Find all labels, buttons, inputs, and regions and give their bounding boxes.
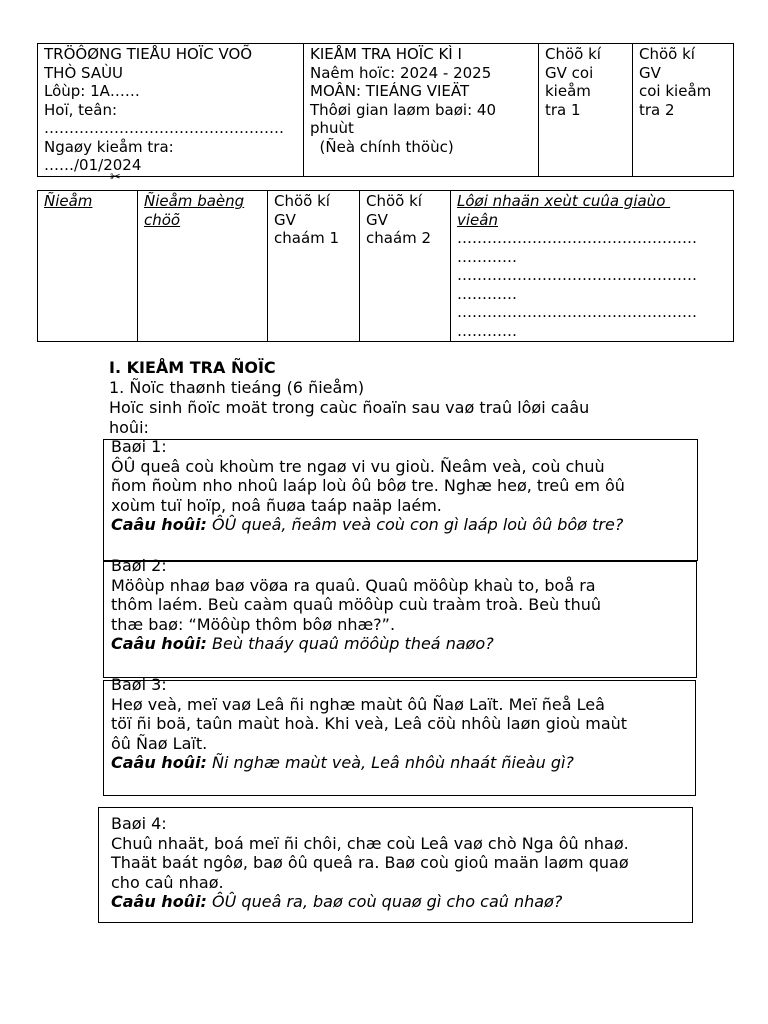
passage-question <box>111 515 697 535</box>
passage-title: Baøi 1: <box>111 437 167 456</box>
question-label: Caâu hoûi: <box>111 515 207 534</box>
comment-dots: ………………………………………… <box>457 266 697 284</box>
subject: MOÂN: TIEÁNG VIEÄT <box>310 82 470 100</box>
passage-line: Thaät baát ngôø, baø ôû queâ ra. Baø coù gioû maän laøm quaø <box>111 853 629 872</box>
duration: Thôøi gian laøm baøi: 40 <box>310 100 496 119</box>
question-text: Beù thaáy quaû möôùp theá naøo? <box>206 634 494 653</box>
grader2-line: chaám 2 <box>366 229 432 247</box>
passage-line: thæ baø: “Möôùp thôm bôø nhæ?”. <box>111 614 396 634</box>
proctor2-signature-cell <box>633 44 734 177</box>
sig1-line: tra 1 <box>545 100 581 119</box>
teacher-comment-cell <box>451 191 734 342</box>
school-info-cell <box>38 44 304 177</box>
school-year: Naêm hoïc: 2024 - 2025 <box>310 63 492 82</box>
score-table <box>37 190 734 342</box>
comment-dots: ………… <box>457 247 517 266</box>
question-label: Caâu hoûi: <box>111 634 207 653</box>
name-label: Hoï, teân: <box>44 100 118 119</box>
grader1-line: Chöõ kí <box>274 192 330 210</box>
question-text: ÔÛ queâ, ñeâm veà coù con gì laáp loù ôû bôø tre? <box>206 515 624 534</box>
comment-dots: ………………………………………… <box>457 229 697 247</box>
section-title: I. KIEÅM TRA ÑOÏC <box>109 358 276 377</box>
comment-dots: ………………………………………… <box>457 303 697 321</box>
passage-box-1 <box>103 439 698 561</box>
passage-question <box>111 753 695 773</box>
official-label: (Ñeà chính thöùc) <box>310 137 454 156</box>
header-table <box>37 43 734 177</box>
passage-question <box>111 892 692 912</box>
passage-title: Baøi 2: <box>111 556 167 575</box>
section-instruction: Hoïc sinh ñoïc moät trong caùc ñoaïn sau vaø traû lôøi caâu <box>109 398 590 417</box>
school-name: TRÖÔØNG TIEÅU HOÏC VOÕ <box>44 45 253 63</box>
grader2-line: GV <box>366 210 388 229</box>
school-name-2: THÒ SAÙU <box>44 63 124 82</box>
grader2-line: Chöõ kí <box>366 192 422 210</box>
score-label: Ñieåm <box>44 192 93 210</box>
score-cell <box>38 191 138 342</box>
section-subtitle: 1. Ñoïc thaønh tieáng (6 ñieåm) <box>109 378 365 397</box>
grader1-line: GV <box>274 210 296 229</box>
passage-box-4 <box>98 807 693 923</box>
sig1-line: kieåm <box>545 82 591 100</box>
comment-dots: ………… <box>457 284 517 303</box>
passage-line: xoùm tuï hoïp, noâ ñuøa taáp naäp laém. <box>111 495 442 515</box>
class-label: Lôùp: 1A…… <box>44 82 140 100</box>
proctor1-signature-cell <box>539 44 633 177</box>
sig1-line: GV coi <box>545 63 594 82</box>
scissors-icon: ✂ <box>110 170 121 185</box>
passage-question <box>111 634 696 654</box>
sig2-line: coi kieåm <box>639 82 712 100</box>
passage-line: Möôùp nhaø baø vöøa ra quaû. Quaû möôùp khaù to, boå ra <box>111 575 596 595</box>
passage-line: Chuû nhaät, boá meï ñi chôi, chæ coù Leâ vaø chò Nga ôû nhaø. <box>111 833 629 853</box>
question-label: Caâu hoûi: <box>111 892 207 911</box>
passage-line: ôû Ñaø Laït. <box>111 733 208 753</box>
section-instruction-2: hoûi: <box>109 418 149 437</box>
grader1-line: chaám 1 <box>274 229 340 247</box>
sig2-line: GV <box>639 63 661 82</box>
passage-line: ÔÛ queâ coù khoùm tre ngaø vi vu gioù. Ñeâm veà, coù chuù <box>111 456 605 476</box>
date-value: ……/01/2024 <box>44 156 142 174</box>
passage-box-3 <box>103 675 696 796</box>
comment-dots: ………… <box>457 321 517 340</box>
passage-title: Baøi 4: <box>111 814 167 833</box>
question-text: ÔÛ queâ ra, baø coù quaø gì cho caû nhaø? <box>206 892 563 911</box>
name-dots: ………………………………………… <box>44 119 284 137</box>
duration-unit: phuùt <box>310 119 354 137</box>
passage-line: thôm laém. Beù caàm quaû möôùp cuù traàm troà. Beù thuû <box>111 595 602 614</box>
passage-line: Heø veà, meï vaø Leâ ñi nghæ maùt ôû Ñaø Laït. Meï ñeå Leâ <box>111 694 605 714</box>
sig2-line: tra 2 <box>639 100 675 119</box>
sig2-line: Chöõ kí <box>639 45 695 63</box>
question-label: Caâu hoûi: <box>111 753 207 772</box>
exam-info-cell <box>304 44 539 177</box>
exam-title: KIEÅM TRA HOÏC KÌ I <box>310 45 462 63</box>
question-text: Ñi nghæ maùt veà, Leâ nhôù nhaát ñieàu gì? <box>206 753 574 772</box>
passage-line: cho caû nhaø. <box>111 872 224 892</box>
score-words-label-2: chöõ <box>144 210 181 229</box>
comment-label: Lôøi nhaän xeùt cuûa giaùo <box>457 192 671 210</box>
score-words-cell <box>138 191 268 342</box>
passage-box-2 <box>103 556 697 678</box>
grader1-cell <box>268 191 360 342</box>
grader2-cell <box>360 191 451 342</box>
date-label: Ngaøy kieåm tra: <box>44 137 174 156</box>
comment-label-2: vieân <box>457 210 498 229</box>
sig1-line: Chöõ kí <box>545 45 601 63</box>
passage-title: Baøi 3: <box>111 675 167 694</box>
score-words-label: Ñieåm baèng <box>144 192 245 210</box>
passage-line: töï ñi boä, taûn maùt hoà. Khi veà, Leâ cöù nhôù laøn gioù maùt <box>111 714 628 733</box>
passage-line: ñom ñoùm nho nhoû laáp loù ôû bôø tre. Nghæ heø, treû em ôû <box>111 476 625 495</box>
